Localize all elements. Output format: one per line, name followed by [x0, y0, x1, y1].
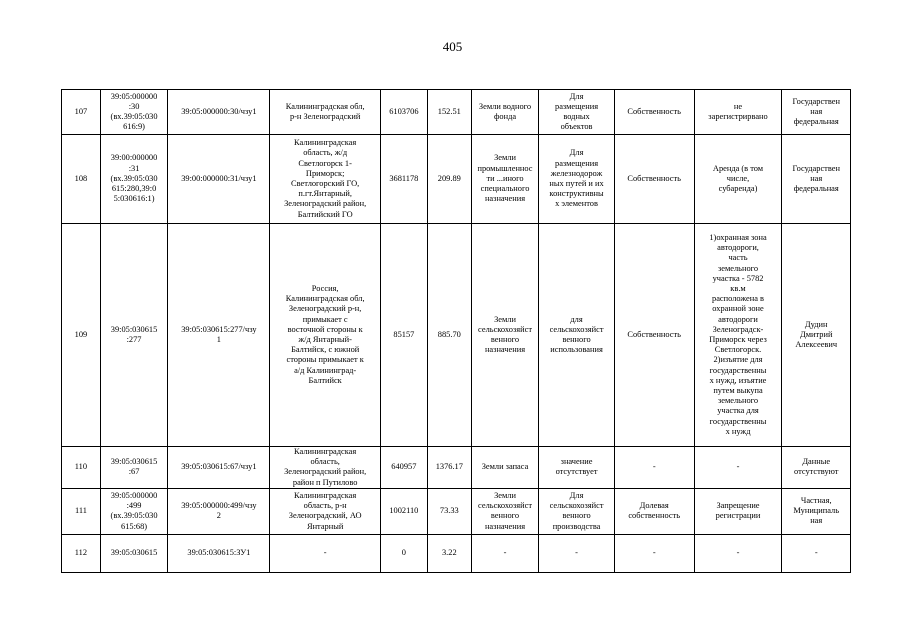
row-number-cell	[62, 534, 101, 572]
owner-text: -	[814, 548, 818, 558]
value-text: 209.89	[437, 173, 461, 183]
cadastral-quarter-cell	[100, 488, 167, 534]
permitted-use-text: для сельскохозяйст венного использования	[549, 314, 604, 355]
right-type-cell	[614, 534, 694, 572]
right-type-text: Долевая собственность	[628, 501, 681, 521]
cadastral-quarter-text: 39:05:030615 :277	[110, 324, 158, 344]
land-category-text: Земли сельскохозяйст венного назначения	[478, 314, 532, 355]
land-category-text: -	[503, 548, 507, 558]
cadastral-quarter-text: 39:05:000000 :30 (вх.39:05:030 616:9)	[110, 91, 158, 132]
permitted-use-cell	[539, 447, 615, 489]
area-text: 1002110	[389, 506, 419, 516]
row-number-text: 110	[74, 462, 88, 472]
right-type-text: -	[652, 462, 656, 472]
right-type-text: Собственность	[627, 173, 681, 183]
land-category-cell	[471, 488, 538, 534]
row-number-text: 111	[74, 506, 87, 516]
area-text: 0	[401, 548, 406, 558]
parcel-part-text: 39:05:030615:67/чзу1	[181, 462, 257, 472]
table-row	[62, 488, 851, 534]
encumbrance-cell	[694, 534, 782, 572]
permitted-use-text: Для размещения железнодорож ных путей и их конструктивны х элементов	[549, 148, 604, 209]
land-category-text: Земли сельскохозяйст венного назначения	[478, 490, 532, 531]
area-cell	[380, 90, 427, 135]
parcel-part-cell	[168, 534, 270, 572]
permitted-use-text: -	[575, 548, 578, 558]
area-cell	[380, 224, 427, 447]
land-category-cell	[471, 447, 538, 489]
cadastral-quarter-text: 39:05:000000 :499 (вх.39:05:030 615:68)	[110, 490, 158, 531]
land-category-cell	[471, 90, 538, 135]
row-number-cell	[62, 447, 101, 489]
right-type-text: Собственность	[627, 106, 681, 116]
owner-cell	[782, 534, 851, 572]
parcel-part-cell	[168, 135, 270, 224]
parcel-part-text: 39:00:000000:31/чзу1	[181, 173, 257, 183]
value-cell	[427, 447, 471, 489]
address-text: Калининградская область, ж/д Светлогорск 1- Приморск; Светлогорский ГО, п.гт.Янтарный, Зеленоградский район, Балтийский ГО	[284, 138, 367, 219]
value-text: 152.51	[437, 106, 461, 116]
area-cell	[380, 488, 427, 534]
cadastral-quarter-text: 39:00:000000 :31 (вх.39:05:030 615:280,39:0 5:030616:1)	[110, 153, 158, 204]
land-category-cell	[471, 534, 538, 572]
table-row	[62, 534, 851, 572]
encumbrance-cell	[694, 488, 782, 534]
land-category-cell	[471, 224, 538, 447]
parcel-part-text: 39:05:030615:ЗУ1	[187, 548, 251, 558]
address-cell	[270, 534, 380, 572]
parcel-part-cell	[168, 224, 270, 447]
table-row	[62, 224, 851, 447]
owner-text: Государствен ная федеральная	[792, 163, 840, 194]
row-number-text: 112	[74, 548, 88, 558]
cadastral-quarter-text: 39:05:030615 :67	[110, 457, 158, 477]
right-type-cell	[614, 447, 694, 489]
encumbrance-text: Аренда (в том числе, субаренда)	[712, 163, 764, 194]
area-cell	[380, 135, 427, 224]
value-text: 73.33	[439, 506, 459, 516]
address-cell	[270, 90, 380, 135]
value-cell	[427, 90, 471, 135]
row-number-text: 109	[74, 329, 88, 339]
parcel-part-cell	[168, 90, 270, 135]
owner-text: Дудин Дмитрий Алексеевич	[795, 319, 838, 350]
right-type-cell	[614, 90, 694, 135]
owner-text: Государствен ная федеральная	[792, 96, 840, 127]
encumbrance-text: 1)охранная зона автодороги, часть земельного участка - 5782 кв.м расположена в охранной зоне автодороги Зеленоградск- Приморск через Светлогорск. 2)изъятие для государственны х нужд, изъятие путем выкупа земельного участка для государственны х нужд	[709, 232, 767, 436]
cadastral-quarter-cell	[100, 90, 167, 135]
table-body	[62, 90, 851, 573]
right-type-cell	[614, 224, 694, 447]
encumbrance-cell	[694, 90, 782, 135]
row-number-cell	[62, 135, 101, 224]
row-number-cell	[62, 90, 101, 135]
value-cell	[427, 534, 471, 572]
permitted-use-cell	[539, 534, 615, 572]
value-text: 885.70	[437, 329, 461, 339]
owner-cell	[782, 488, 851, 534]
right-type-cell	[614, 135, 694, 224]
parcel-part-cell	[168, 488, 270, 534]
right-type-text: -	[652, 548, 656, 558]
permitted-use-cell	[539, 90, 615, 135]
encumbrance-cell	[694, 135, 782, 224]
value-cell	[427, 224, 471, 447]
address-text: Калининградская область, Зеленоградский район, район п Путилово	[284, 447, 367, 487]
area-text: 6103706	[389, 106, 419, 116]
cadastral-quarter-cell	[100, 224, 167, 447]
permitted-use-cell	[539, 488, 615, 534]
cadastral-quarter-cell	[100, 534, 167, 572]
row-number-text: 108	[74, 173, 88, 183]
owner-text: Частная, Муниципаль ная	[793, 496, 840, 526]
table-row	[62, 90, 851, 135]
value-cell	[427, 488, 471, 534]
owner-cell	[782, 90, 851, 135]
address-cell	[270, 224, 380, 447]
area-text: 3681178	[389, 173, 419, 183]
land-category-text: Земли запаса	[481, 462, 529, 472]
owner-cell	[782, 447, 851, 489]
land-category-text: Земли водного фонда	[478, 101, 532, 121]
cadastral-quarter-cell	[100, 135, 167, 224]
row-number-text: 107	[74, 106, 88, 116]
address-text: Россия, Калининградская обл, Зеленоградский р-н, примыкает с восточной стороны к ж/д Янтарный- Балтийск, с южной стороны примыкает к а/д Калининград- Балтийск	[285, 283, 365, 385]
area-cell	[380, 534, 427, 572]
land-parcel-table	[61, 89, 851, 573]
address-cell	[270, 488, 380, 534]
table-row	[62, 135, 851, 224]
permitted-use-text: значение отсутствует	[555, 457, 598, 477]
address-cell	[270, 135, 380, 224]
permitted-use-cell	[539, 224, 615, 447]
row-number-cell	[62, 224, 101, 447]
owner-cell	[782, 135, 851, 224]
cadastral-quarter-cell	[100, 447, 167, 489]
value-cell	[427, 135, 471, 224]
encumbrance-text: не зарегистрирвано	[708, 101, 768, 121]
land-category-text: Земли промышленнос ти ...иного специального назначения	[477, 153, 533, 204]
owner-cell	[782, 224, 851, 447]
permitted-use-cell	[539, 135, 615, 224]
page-number: 405	[442, 39, 463, 54]
encumbrance-cell	[694, 447, 782, 489]
encumbrance-cell	[694, 224, 782, 447]
address-text: -	[323, 548, 327, 558]
area-cell	[380, 447, 427, 489]
area-text: 640957	[391, 462, 417, 472]
right-type-cell	[614, 488, 694, 534]
encumbrance-text: Запрещение регистрации	[715, 501, 761, 521]
row-number-cell	[62, 488, 101, 534]
permitted-use-text: Для сельскохозяйст венного производства	[549, 490, 604, 531]
address-text: Калининградская обл, р-н Зеленоградский	[285, 101, 365, 121]
right-type-text: Собственность	[627, 329, 681, 339]
parcel-part-text: 39:05:000000:499/чзу 2	[181, 501, 257, 521]
area-text: 85157	[393, 329, 415, 339]
land-category-cell	[471, 135, 538, 224]
encumbrance-text: -	[736, 462, 740, 472]
owner-text: Данные отсутствуют	[794, 457, 839, 477]
table-row	[62, 447, 851, 489]
permitted-use-text: Для размещения водных объектов	[555, 91, 599, 132]
value-text: 1376.17	[435, 462, 463, 472]
address-text: Калининградская область, р-н Зеленоградский, АО Янтарный	[288, 490, 362, 531]
encumbrance-text: -	[736, 548, 740, 558]
cadastral-quarter-text: 39:05:030615	[110, 548, 158, 558]
value-text: 3.22	[441, 548, 457, 558]
parcel-part-cell	[168, 447, 270, 489]
parcel-part-text: 39:05:030615:277/чзу 1	[181, 324, 257, 344]
address-cell	[270, 447, 380, 489]
parcel-part-text: 39:05:000000:30/чзу1	[181, 106, 257, 116]
